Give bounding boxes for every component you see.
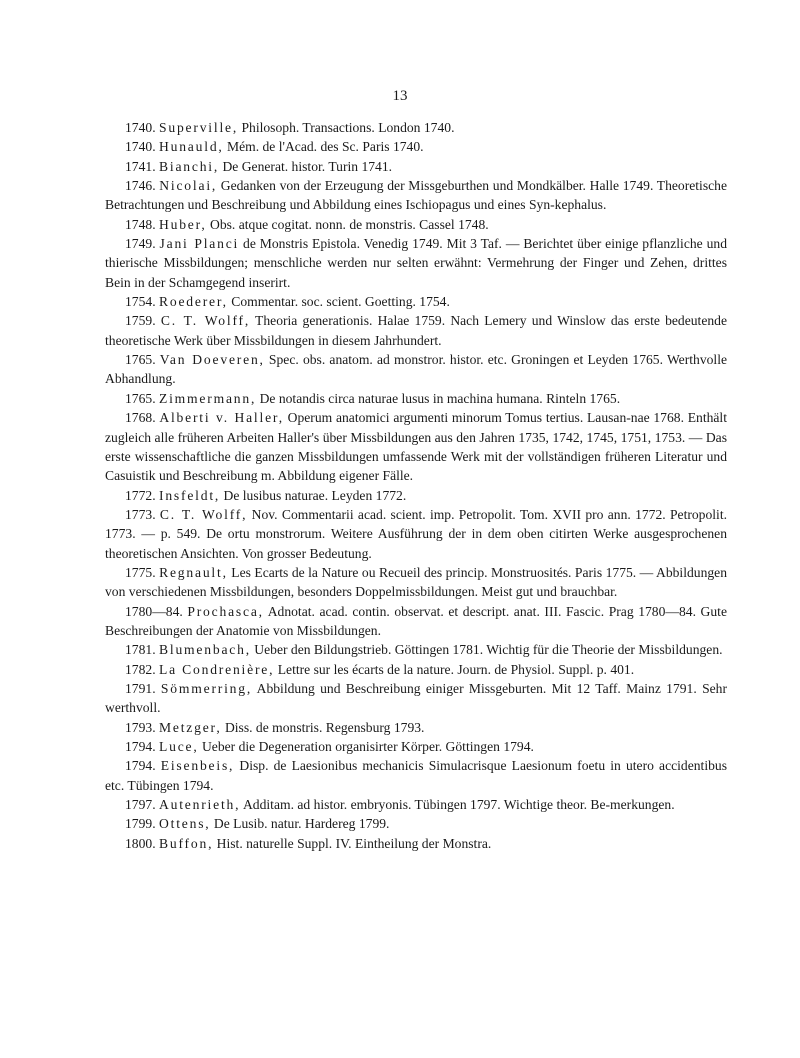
entry-year: 1772.: [125, 487, 156, 503]
bibliography-entry: [105, 563, 727, 602]
bibliography-entry: [105, 176, 727, 215]
entry-text: Obs. atque cogitat. nonn. de monstris. Cassel 1748.: [206, 216, 489, 232]
entry-year: 1782.: [125, 661, 156, 677]
page-number: 13: [392, 88, 408, 104]
entry-year: 1773.: [125, 506, 156, 522]
bibliography-entry: [105, 602, 727, 641]
entry-year: 1765.: [125, 352, 156, 368]
entry-author: C. T. Wolff,: [159, 506, 248, 522]
entry-text: Gedanken von der Erzeugung der Missgeburthen und Mondkälber. Halle 1749. Theoretische Betrachtungen und Beschreibung und Abbildung eines Ischiopagus und eines Syn-kephalus.: [105, 178, 727, 213]
bibliography-entry: [105, 350, 727, 389]
entry-author: Blumenbach,: [159, 642, 251, 658]
entry-year: 1799.: [125, 816, 156, 832]
bibliography-entry: [105, 234, 727, 292]
entry-author: Hunauld,: [159, 139, 224, 155]
entry-year: 1740.: [125, 139, 156, 155]
entry-year: 1794.: [125, 739, 156, 754]
entry-author: Huber,: [159, 216, 207, 232]
entry-year: 1759.: [125, 313, 156, 329]
bibliography-entry: [105, 408, 727, 485]
bibliography-entry: [105, 795, 727, 814]
bibliography-entry: [105, 834, 727, 853]
entry-year: 1800.: [125, 835, 156, 851]
bibliography-entry: [105, 311, 727, 350]
entry-text: Les Ecarts de la Nature ou Recueil des princip. Monstruosités. Paris 1775. — Abbildungen von verschiedenen Missbildungen, besonders Doppelmissbildungen. Meist gut und brauchbar.: [105, 564, 727, 600]
entry-text: Additam. ad histor. embryonis. Tübingen 1797. Wichtige theor. Be-merkungen.: [240, 797, 675, 813]
entry-author: La Condrenière,: [159, 661, 275, 677]
entry-year: 1791.: [125, 680, 156, 696]
entry-author: Insfeldt,: [159, 487, 221, 503]
entry-year: 1740.: [125, 120, 156, 135]
entry-text: Hist. naturelle Suppl. IV. Eintheilung der Monstra.: [213, 835, 492, 851]
entry-text: Abbildung und Beschreibung einiger Missgeburten. Mit 12 Taff. Mainz 1791. Sehr werthvoll.: [105, 680, 727, 716]
entry-year: 1754.: [125, 294, 156, 310]
bibliography-entry: [105, 389, 727, 408]
entry-author: Luce,: [159, 739, 199, 754]
entry-text: Theoria generationis. Halae 1759. Nach Lemery und Winslow das erste bedeutende theoretische Werk über Missbildungen in diesem Jahrhundert.: [105, 313, 727, 348]
entry-text: De Lusib. natur. Hardereg 1799.: [210, 816, 390, 832]
bibliography-entry: [105, 718, 727, 737]
entry-text: Philosoph. Transactions. London 1740.: [238, 120, 455, 135]
entry-author: Autenrieth,: [159, 797, 241, 813]
entry-text: Ueber den Bildungstrieb. Göttingen 1781. Wichtig für die Theorie der Missbildungen.: [250, 642, 723, 658]
bibliography-entry: [105, 215, 727, 234]
bibliography-entry: [105, 137, 727, 156]
entry-author: Regnault,: [159, 564, 228, 580]
bibliography-entry: [105, 118, 727, 137]
entry-year: 1797.: [125, 797, 156, 813]
entry-year: 1775.: [125, 564, 156, 580]
entry-author: Prochasca,: [187, 603, 264, 619]
bibliography-entry: [105, 660, 727, 679]
entry-author: Jani Planci: [159, 236, 240, 252]
entry-year: 1765.: [125, 390, 156, 406]
entry-text: Adnotat. acad. contin. observat. et descript. anat. III. Fascic. Prag 1780—84. Gute Beschreibungen der Anatomie von Missbildungen.: [105, 603, 727, 638]
entry-text: Commentar. soc. scient. Goetting. 1754.: [227, 294, 450, 310]
entry-year: 1746.: [125, 178, 156, 194]
entry-text: De Generat. histor. Turin 1741.: [219, 158, 393, 174]
entry-author: Ottens,: [159, 816, 211, 832]
bibliography-entry: [105, 756, 727, 795]
entry-text: Nov. Commentarii acad. scient. imp. Petropolit. Tom. XVII pro ann. 1772. Petropolit. 1773. — p. 549. De ortu monstrorum. Weitere Ausführung der in dem oben citirten Werke ausgesprochenen theoretischen Ansichten. Von grosser Bedeutung.: [105, 506, 727, 561]
bibliography-entry: [105, 640, 727, 659]
entry-year: 1793.: [125, 719, 156, 735]
bibliography-entry: [105, 737, 727, 756]
entry-author: Sömmerring,: [160, 680, 253, 696]
bibliography-entry: [105, 679, 727, 718]
entry-text: Ueber die Degeneration organisirter Körper. Göttingen 1794.: [198, 739, 534, 754]
entry-author: Buffon,: [159, 835, 214, 851]
entry-year: 1780—84.: [125, 603, 183, 619]
entry-year: 1748.: [125, 216, 156, 232]
entry-text: Diss. de monstris. Regensburg 1793.: [221, 719, 425, 735]
entry-author: Metzger,: [159, 719, 222, 735]
entry-text: Operum anatomici argumenti minorum Tomus tertius. Lausan-nae 1768. Enthält zugleich alle früheren Arbeiten Haller's über Missbildungen aus den Jahren 1735, 1742, 1745, 1751, 1753. — Das erste wissenschaftliche die ganzen Missbildungen umfassende Werk mit der vollständigen früheren Literatur und Casuistik und Beschreibung m. Abbildung eigener Fälle.: [105, 410, 727, 484]
entry-author: Superville,: [159, 120, 239, 135]
entry-year: 1768.: [125, 410, 156, 426]
entry-author: Alberti v. Haller,: [159, 410, 284, 426]
bibliography-list: [105, 118, 727, 853]
entry-author: C. T. Wolff,: [160, 313, 251, 329]
entry-text: de Monstris Epistola. Venedig 1749. Mit 3 Taf. — Berichtet über einige pflanzliche und thierische Missbildungen; menschliche werden nur selten erwähnt: Vermehrung der Finger und Zehen, drittes Bein in der Schamgegend inserirt.: [105, 236, 727, 290]
entry-author: Eisenbeis,: [160, 758, 235, 774]
entry-year: 1741.: [125, 158, 156, 174]
entry-text: Lettre sur les écarts de la nature. Journ. de Physiol. Suppl. p. 401.: [274, 661, 635, 677]
entry-year: 1749.: [125, 236, 156, 252]
entry-text: De notandis circa naturae lusus in machina humana. Rinteln 1765.: [256, 390, 621, 406]
entry-author: Van Doeveren,: [159, 352, 265, 368]
entry-year: 1781.: [125, 642, 156, 658]
entry-author: Bianchi,: [159, 158, 220, 174]
entry-year: 1794.: [125, 758, 156, 774]
entry-text: Mém. de l'Acad. des Sc. Paris 1740.: [223, 139, 424, 155]
entry-author: Roederer,: [159, 294, 228, 310]
bibliography-entry: [105, 505, 727, 563]
entry-text: De lusibus naturae. Leyden 1772.: [220, 487, 407, 503]
entry-author: Nicolai,: [159, 178, 218, 194]
entry-text: Spec. obs. anatom. ad monstror. histor. etc. Groningen et Leyden 1765. Werthvolle Abhandlung.: [105, 352, 727, 387]
bibliography-entry: [105, 814, 727, 833]
bibliography-entry: [105, 157, 727, 176]
bibliography-entry: [105, 292, 727, 311]
entry-author: Zimmermann,: [159, 390, 257, 406]
bibliography-entry: [105, 486, 727, 505]
entry-text: Disp. de Laesionibus mechanicis Simulacrisque Laesionum foetu in utero accidentibus etc. Tübingen 1794.: [105, 758, 727, 793]
